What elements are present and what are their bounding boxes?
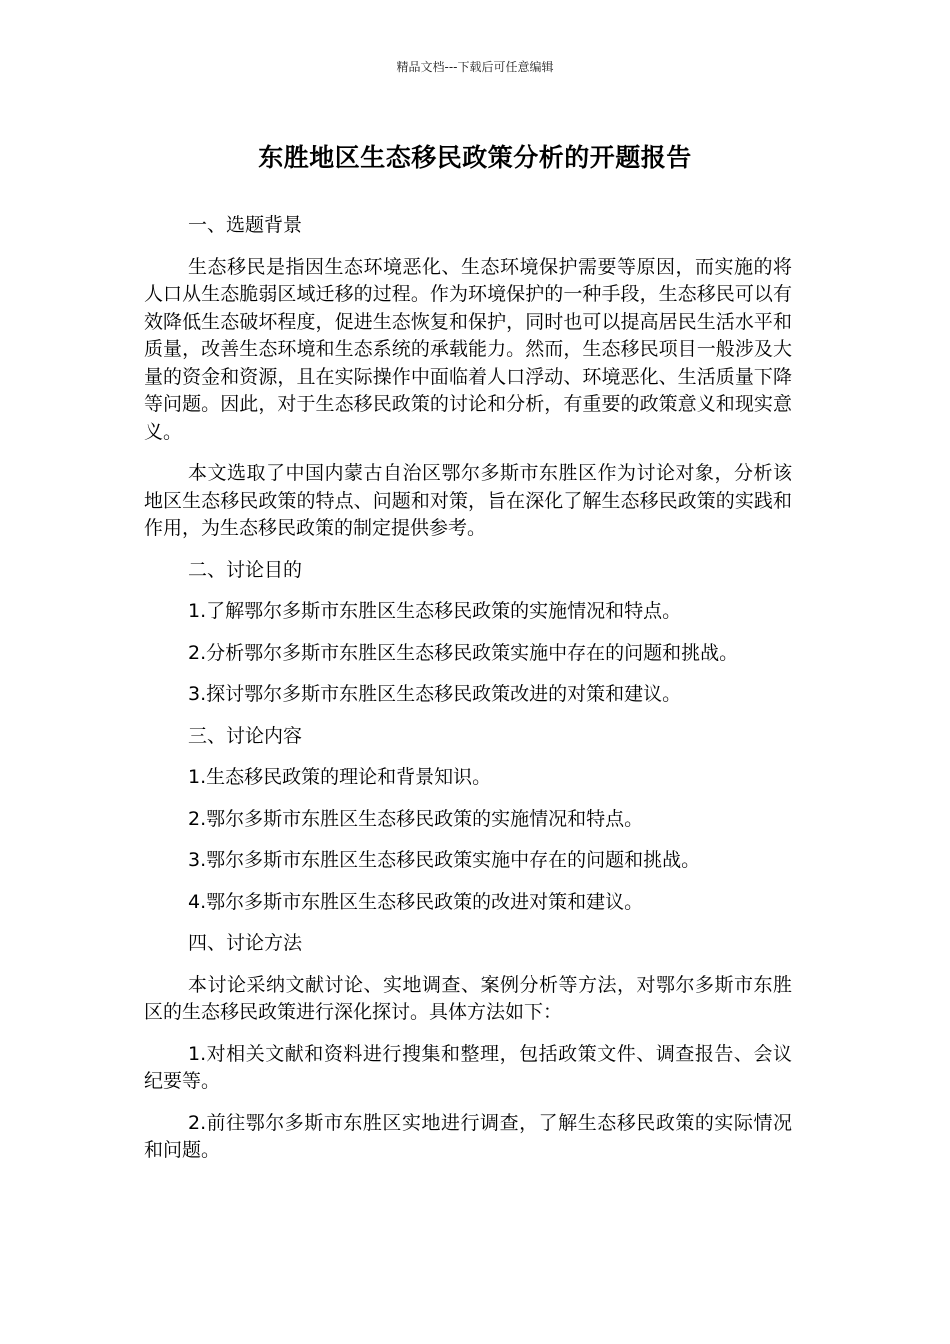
page-header-note: 精品文档---下载后可任意编辑	[396, 60, 554, 74]
paragraph: 生态移民是指因生态环境恶化、生态环境保护需要等原因，而实施的将人口从生态脆弱区域迁移的过程。作为环境保护的一种手段，生态移民可以有效降低生态破坏程度，促进生态恢复和保护，同时也可以提高居民生活水平和质量，改善生态环境和生态系统的承载能力。然而，生态移民项目一般涉及大量的资金和资源，且在实际操作中面临着人口浮动、环境恶化、生活质量下降等问题。因此，对于生态移民政策的讨论和分析，有重要的政策意义和现实意义。	[144, 255, 792, 443]
document-body	[144, 212, 792, 1179]
list-item: 2.前往鄂尔多斯市东胜区实地进行调查，了解生态移民政策的实际情况和问题。	[144, 1111, 792, 1161]
list-item: 3.探讨鄂尔多斯市东胜区生态移民政策改进的对策和建议。	[188, 683, 682, 705]
list-item: 4.鄂尔多斯市东胜区生态移民政策的改进对策和建议。	[188, 890, 644, 913]
list-item: 1.了解鄂尔多斯市东胜区生态移民政策的实施情况和特点。	[188, 600, 682, 622]
list-item: 3.鄂尔多斯市东胜区生态移民政策实施中存在的问题和挑战。	[188, 849, 701, 871]
section-heading-content: 三、讨论内容	[188, 724, 303, 747]
list-item: 1.对相关文献和资料进行搜集和整理，包括政策文件、调查报告、会议纪要等。	[144, 1042, 792, 1092]
paragraph: 本文选取了中国内蒙古自治区鄂尔多斯市东胜区作为讨论对象，分析该地区生态移民政策的特点、问题和对策，旨在深化了解生态移民政策的实践和作用，为生态移民政策的制定提供参考。	[144, 462, 792, 539]
list-item: 2.鄂尔多斯市东胜区生态移民政策的实施情况和特点。	[188, 807, 644, 830]
list-item: 2.分析鄂尔多斯市东胜区生态移民政策实施中存在的问题和挑战。	[188, 641, 739, 664]
paragraph: 本讨论采纳文献讨论、实地调查、案例分析等方法，对鄂尔多斯市东胜区的生态移民政策进行深化探讨。具体方法如下：	[144, 973, 792, 1023]
section-heading-objectives: 二、讨论目的	[188, 558, 303, 581]
document-title: 东胜地区生态移民政策分析的开题报告	[258, 143, 692, 172]
list-item: 1.生态移民政策的理论和背景知识。	[188, 766, 492, 788]
section-heading-background: 一、选题背景	[188, 214, 303, 236]
section-heading-methods: 四、讨论方法	[188, 932, 303, 954]
